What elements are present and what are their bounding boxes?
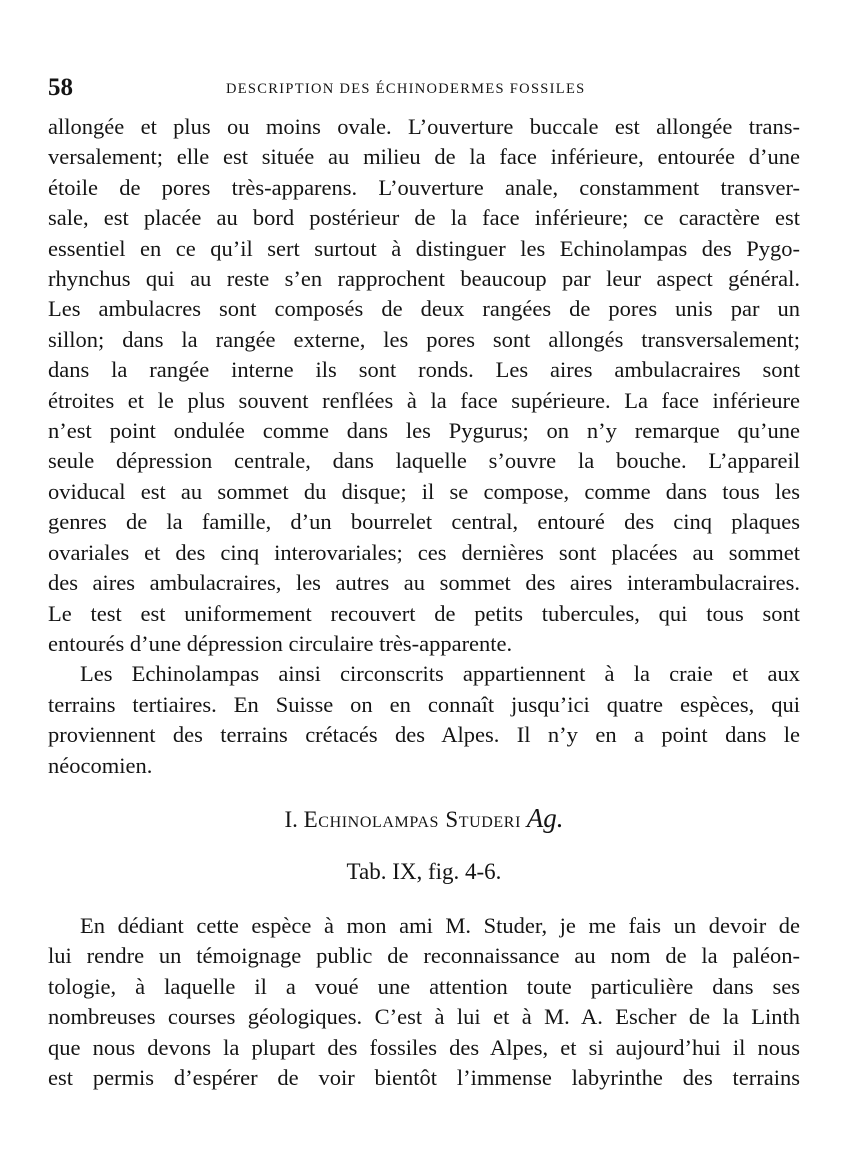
text-line: terrains tertiaires. En Suisse on en connaît jusqu’ici quatre espèces, qui	[48, 691, 800, 717]
text-body	[48, 112, 800, 1093]
text-line: Les ambulacres sont composés de deux rangées de pores unis par un	[48, 296, 800, 322]
text-line: étroites et le plus souvent renflées à la face supérieure. La face inférieure	[48, 387, 800, 413]
text-line: proviennent des terrains crétacés des Alpes. Il n’y en a point dans le	[48, 722, 800, 748]
text-line: sale, est placée au bord postérieur de la face inférieure; ce caractère est	[48, 205, 800, 231]
running-title: DESCRIPTION DES ÉCHINODERMES FOSSILES	[226, 81, 586, 97]
paragraph-dedication	[48, 911, 800, 1093]
paragraph-distribution	[48, 659, 800, 781]
text-line: En dédiant cette espèce à mon ami M. Studer, je me fais un devoir de	[80, 912, 800, 938]
text-line: que nous devons la plupart des fossiles des Alpes, et si aujourd’hui il nous	[48, 1034, 800, 1060]
paragraph-genus-description	[48, 112, 800, 659]
text-line: Le test est uniformement recouvert de petits tubercules, qui tous sont	[48, 600, 800, 626]
text-line: est permis d’espérer de voir bientôt l’immense labyrinthe des terrains	[48, 1064, 800, 1090]
text-line: ovariales et des cinq interovariales; ces dernières sont placées au sommet	[48, 539, 800, 565]
text-line: oviducal est au sommet du disque; il se compose, comme dans tous les	[48, 478, 800, 504]
text-line: Les Echinolampas ainsi circonscrits appartiennent à la craie et aux	[80, 661, 800, 687]
text-line: versalement; elle est située au milieu de la face inférieure, entourée d’une	[48, 144, 800, 170]
text-line: lui rendre un témoignage public de reconnaissance au nom de la paléon-	[48, 943, 800, 969]
species-numeral: I.	[284, 806, 298, 832]
text-line: tologie, à laquelle il a voué une attention toute particulière dans ses	[48, 973, 800, 999]
text-line: dans la rangée interne ils sont ronds. Les aires ambulacraires sont	[48, 357, 800, 383]
text-line: néocomien.	[48, 752, 153, 778]
text-line: seule dépression centrale, dans laquelle s’ouvre la bouche. L’appareil	[48, 448, 800, 474]
page-header	[48, 76, 802, 100]
text-line: entourés d’une dépression circulaire très-apparente.	[48, 630, 513, 656]
text-line: genres de la famille, d’un bourrelet central, entouré des cinq plaques	[48, 509, 800, 535]
text-line: rhynchus qui au reste s’en rapprochent beaucoup par leur aspect général.	[48, 266, 800, 292]
text-line: essentiel en ce qu’il sert surtout à distinguer les Echinolampas des Pygo-	[48, 235, 800, 261]
text-line: n’est point ondulée comme dans les Pygurus; on n’y remarque qu’une	[48, 418, 800, 444]
plate-reference: Tab. IX, fig. 4-6.	[346, 858, 502, 884]
species-author: Ag.	[526, 802, 564, 833]
text-line: étoile de pores très-apparens. L’ouverture anale, constamment transver-	[48, 174, 800, 200]
page-number: 58	[48, 74, 73, 101]
species-heading	[48, 803, 800, 835]
text-line: sillon; dans la rangée externe, les pores sont allongés transversalement;	[48, 326, 800, 352]
text-line: nombreuses courses géologiques. C’est à lui et à M. A. Escher de la Linth	[48, 1004, 800, 1030]
text-line: des aires ambulacraires, les autres au sommet des aires interambulacraires.	[48, 570, 800, 596]
text-line: allongée et plus ou moins ovale. L’ouverture buccale est allongée trans-	[48, 114, 800, 139]
species-name: Echinolampas Studeri	[303, 806, 522, 832]
